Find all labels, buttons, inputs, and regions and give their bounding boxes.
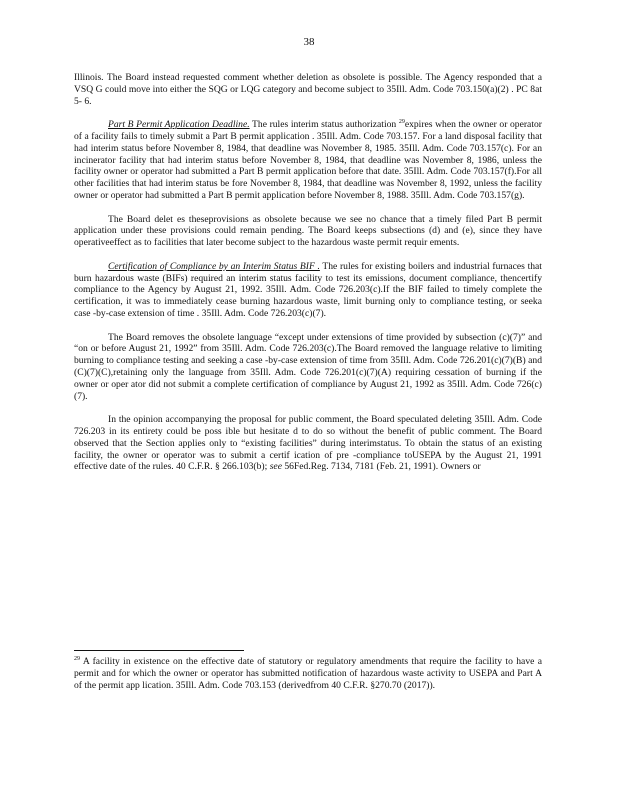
signal-see: see [269,461,282,473]
paragraph-part-b-deadline [74,119,542,202]
paragraph-bif-certification [74,261,542,320]
footnote [74,656,542,691]
paragraph-text: The rules for existing boilers and industrial furnaces that burn hazardous waste (BIFs) required an interim status facility to test its emissions, document compliance, thencertify compliance to the Agency by August 21, 1992. 35Ill. Adm. Code 726.203(c).If the BIF failed to timely complete the certification, it was to immediately cease burning hazardous waste, limit burning only to compliance testing, or seeka case -by-case extension of time . 35Ill. Adm. Code 726.203(c)(7). [74,260,542,319]
section-heading-bif: Certification of Compliance by an Interim Status BIF . [108,260,320,272]
paragraph-vsqg [74,72,542,107]
paragraph-text: The Board removes the obsolete language “except under extensions of time provided by subsection (c)(7)” and “on or before August 21, 1992” from 35Ill. Adm. Code 726.203(c).The Board removed the language relative to limiting burning to compliance testing and seeking a case -by-case extension of time from 35Ill. Adm. Code 726.201(c)(7)(B) and (C)(7)(C),retaining only the language from 35Ill. Adm. Code 726.201(c)(7)(A) requiring cessation of burning if the owner or oper ator did not submit a complete certification of compliance by August 21, 1992 as 35Ill. Adm. Code 726(c)(7). [74,331,542,402]
paragraph-obsolete-language [74,332,542,403]
paragraph-text: In the opinion accompanying the proposal for public comment, the Board speculated deleting 35Ill. Adm. Code 726.203 in its entirety could be poss ible but hesitate d to do so without the benefit of public comment. The Board observed that the Section applies only to “existing facilities” during interimstatus. To obtain the status of an existing facility, the owner or operator was to submit a certif ication of pre -compliance toUSEPA by the August 21, 1991 effective date of the rules. 40 C.F.R. § 266.103(b); [74,414,542,473]
paragraph-text: Illinois. The Board instead requested comment whether deletion as obsolete is possible. The Agency responded that a VSQ G could move into either the SQG or LQG category and become subject to 35Ill. Adm. Code 703.150(a)(2) . PC 8at 5- 6. [74,72,542,107]
footnote-text: A facility in existence on the effective date of statutory or regulatory amendments that require the facility to have a permit and for which the owner or operator has submitted notification of hazardous waste activity to USEPA and Part A of the permit app lication. 35Ill. Adm. Code 703.153 (derivedfrom 40 C.F.R. §270.70 (2017)). [74,656,542,691]
footnote-divider [74,650,244,651]
paragraph-opinion [74,414,542,473]
paragraph-text: The rules interim status authorization [249,119,399,131]
section-heading-part-b: Part B Permit Application Deadline. [108,119,250,131]
paragraph-text: 56Fed.Reg. 7134, 7181 (Feb. 21, 1991). Owners or [281,461,481,473]
footnote-ref: 29 [398,119,405,125]
footnote-marker: 29 [74,655,80,662]
document-body [74,72,542,485]
paragraph-text: The Board delet es theseprovisions as obsolete because we see no chance that a timely filed Part B permit application under these provisions could remain pending. The Board keeps subsections (d) and (e), since they have operativeeffect as to facilities that later become subject to the hazardous waste permit requir ements. [74,213,542,249]
page-number: 38 [303,36,315,48]
paragraph-text: expires when the owner or operator of a facility fails to timely submit a Part B permit application . 35Ill. Adm. Code 703.157. For a land disposal facility that had interim status before November 8, 1984, that deadline was November 8, 1985. 35Ill. Adm. Code 703.157(c). For an incinerator facility that had interim status before November 8, 1984, that deadline was November 8, 1986, unless the facility owner or operator had submitted a Part B permit application before that date. 35Ill. Adm. Code 703.157(f).For all other facilities that had interim status be fore November 8, 1984, that deadline was November 8, 1992, unless the facility owner or operator had submitted a Part B permit application before November 8, 1988. 35Ill. Adm. Code 703.157(g). [74,119,542,201]
paragraph-deletes-provisions [74,214,542,249]
